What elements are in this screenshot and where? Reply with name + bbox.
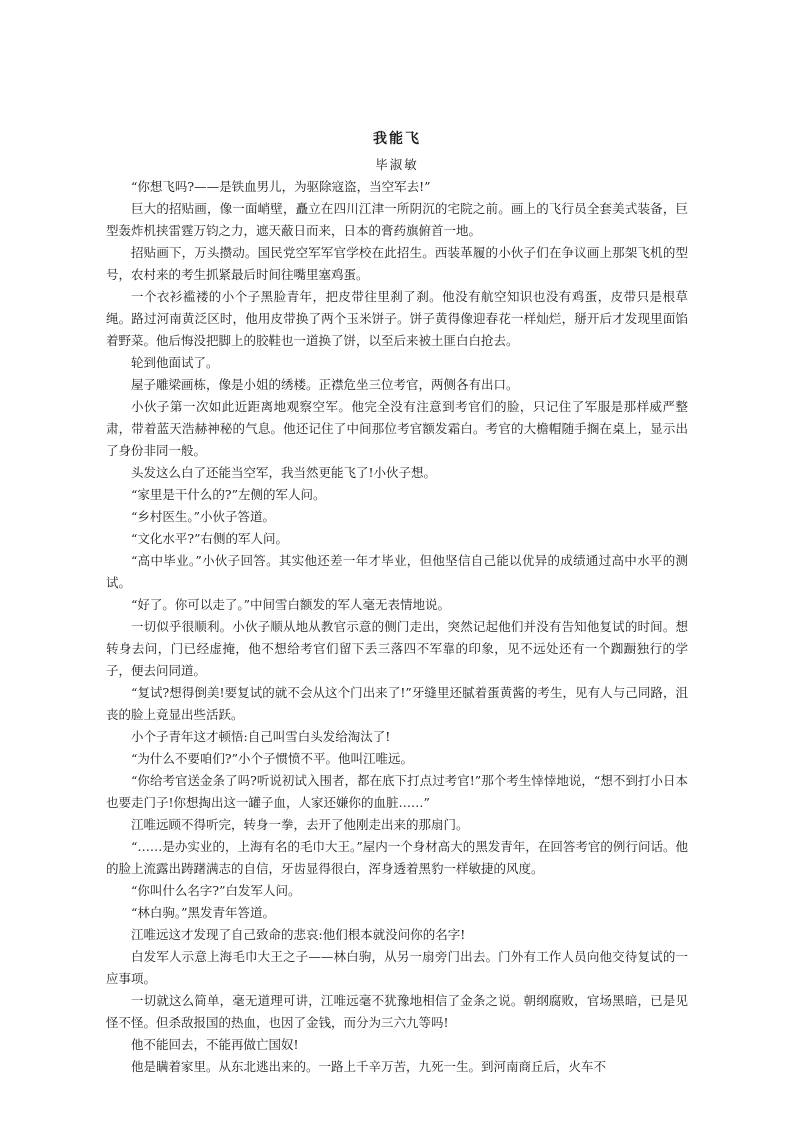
paragraph: 小个子青年这才顿悟:自己叫雪白头发给淘汰了!	[131, 729, 391, 744]
paragraph: 他不能回去，不能再做亡国奴!	[131, 1037, 299, 1052]
paragraph: 头发这么白了还能当空军，我当然更能飞了!小伙子想。	[131, 465, 437, 480]
article-body	[106, 176, 688, 1078]
paragraph: 招贴画下，万头攒动。国民党空军军官学校在此招生。西装革履的小伙子们在争议画上那架飞机的型号，农村来的考生抓紧最后时间往嘴里塞鸡蛋。	[106, 245, 688, 282]
paragraph: “你给考官送金条了吗?听说初试入围者，都在底下打点过考官!”那个考生悻悻地说，“想不到打小日本也要走门子!你想掏出这一罐子血，人家还嫌你的血脏……”	[106, 773, 688, 810]
paragraph: 白发军人示意上海毛巾大王之子——林白驹，从另一扇旁门出去。门外有工作人员向他交待复试的一应事项。	[106, 949, 688, 986]
paragraph: “复试?想得倒美!要复试的就不会从这个门出来了!”牙缝里还腻着蛋黄酱的考生，见有人与己同路，沮丧的脸上竟显出些活跃。	[106, 685, 688, 722]
paragraph: “乡村医生。”小伙子答道。	[131, 509, 276, 524]
paragraph: 小伙子第一次如此近距离地观察空军。他完全没有注意到考官们的脸，只记住了军服是那样威严整肃，带着蓝天浩赫神秘的气息。他还记住了中间那位考官额发霜白。考官的大檐帽随手搁在桌上，显示出了身份非同一般。	[106, 399, 688, 458]
paragraph: 一切似乎很顺利。小伙子顺从地从教官示意的侧门走出，突然记起他们并没有告知他复试的时间。想转身去问，门已经虚掩，他不想给考官们留下丢三落四不军靠的印象，见不远处还有一个踟蹰独行的学子，便去问同道。	[106, 619, 688, 678]
paragraph: “林白驹。”黑发青年答道。	[131, 905, 276, 920]
paragraph: 一个衣衫褴褛的小个子黑脸青年，把皮带往里刹了刹。他没有航空知识也没有鸡蛋，皮带只是根草绳。路过河南黄泛区时，他用皮带换了两个玉米饼子。饼子黄得像迎春花一样灿烂，掰开后才发现里面馅着野菜。他后悔没把脚上的胶鞋也一道换了饼，以至后来被土匪白白抢去。	[106, 289, 688, 348]
paragraph: “……是办实业的，上海有名的毛巾大王。”屋内一个身材高大的黑发青年，在回答考官的例行问话。他的脸上流露出踌躇满志的自信，牙齿显得很白，浑身透着黑豹一样敏捷的风度。	[106, 839, 688, 876]
paragraph: 屋子雕梁画栋，像是小姐的绣楼。正襟危坐三位考官，两侧各有出口。	[131, 377, 519, 392]
paragraph: “高中毕业。”小伙子回答。其实他还差一年才毕业，但他坚信自己能以优异的成绩通过高中水平的测试。	[106, 553, 688, 590]
article-title: 我能飞	[373, 131, 421, 147]
paragraph: “为什么不要咱们?”小个子惯愤不平。他叫江唯远。	[131, 751, 413, 766]
paragraph: 他是瞒着家里。从东北逃出来的。一路上千辛万苦，九死一生。到河南商丘后，火车不	[131, 1059, 607, 1074]
paragraph: “家里是干什么的?”左侧的军人问。	[131, 487, 326, 502]
paragraph: “文化水平?”右侧的军人问。	[131, 531, 288, 546]
paragraph: “好了。你可以走了。”中间雪白额发的军人毫无表情地说。	[131, 597, 451, 612]
document-page	[106, 128, 688, 1078]
paragraph: 轮到他面试了。	[131, 355, 219, 370]
paragraph: “你想飞吗?——是铁血男儿，为驱除寇盗，当空军去!”	[131, 179, 431, 194]
article-author: 毕淑敏	[375, 157, 419, 172]
paragraph: 江唯远这才发现了自己致命的悲哀:他们根本就没问你的名字!	[131, 927, 466, 942]
paragraph: 江唯远顾不得听完，转身一拳，去开了他刚走出来的那扇门。	[131, 817, 469, 832]
paragraph: 一切就这么简单，毫无道理可讲，江唯远毫不犹豫地相信了金条之说。朝纲腐败，官场黑暗，已是见怪不怪。但杀敌报国的热血，也因了金钱，而分为三六九等吗!	[106, 993, 688, 1030]
paragraph: “你叫什么名字?”白发军人问。	[131, 883, 301, 898]
paragraph: 巨大的招贴画，像一面峭壁，矗立在四川江津一所阴沉的宅院之前。画上的飞行员全套美式装备，巨型轰炸机挟雷霆万钧之力，遮天蔽日而来，日本的膏药旗俯首一地。	[106, 201, 688, 238]
